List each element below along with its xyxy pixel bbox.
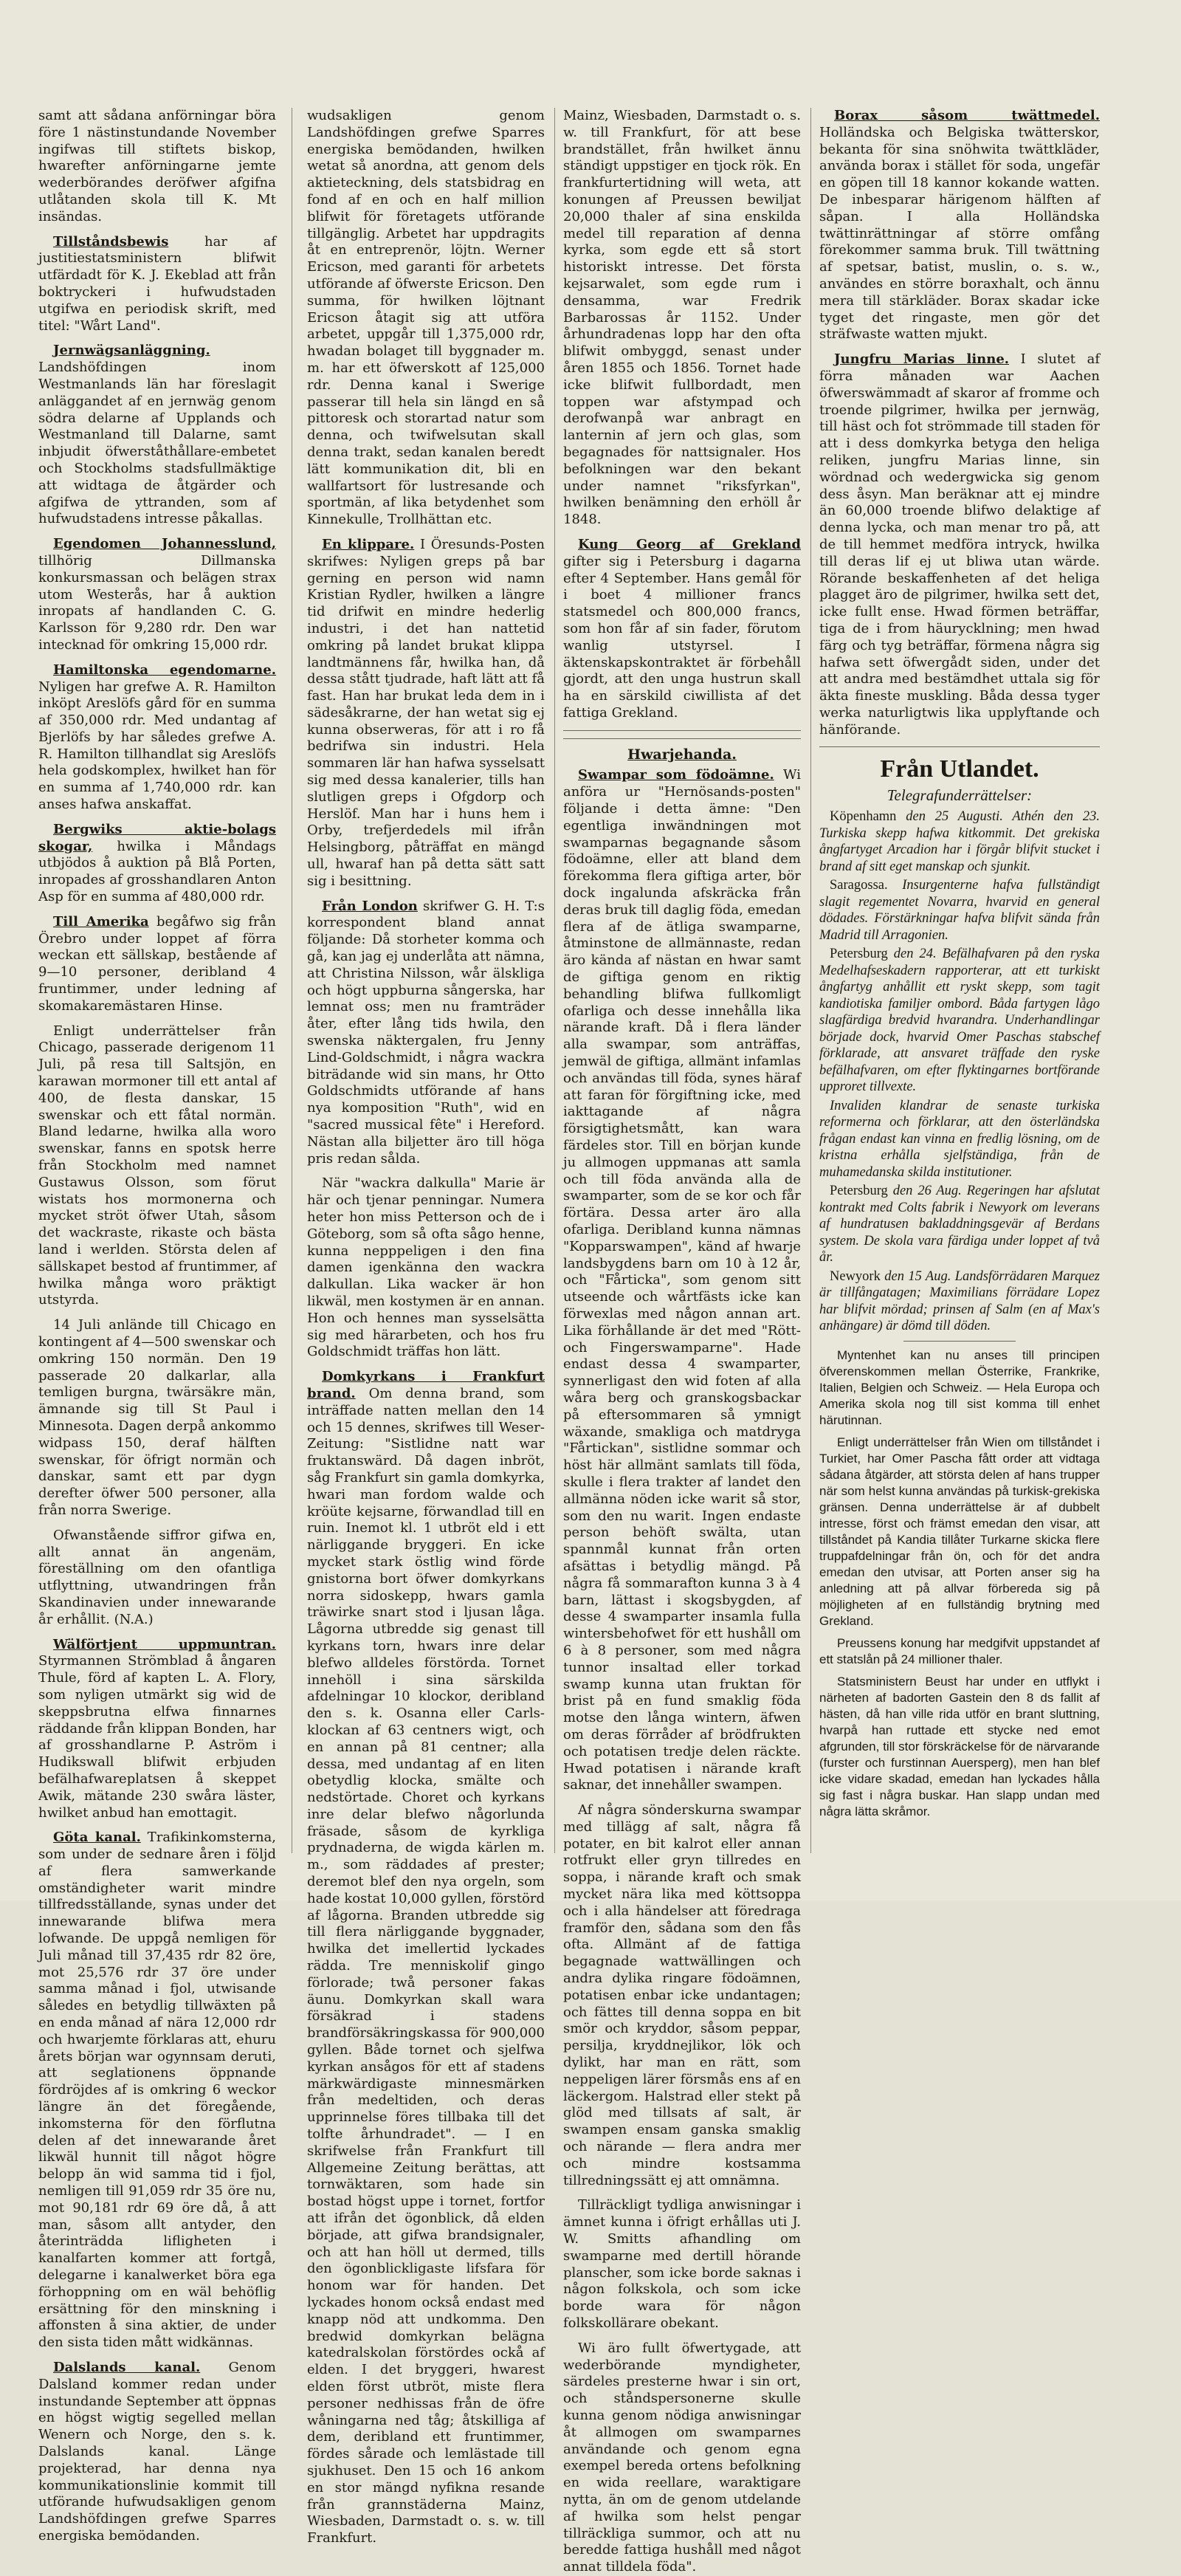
article-paragraph — [38, 234, 276, 335]
column-divider — [810, 108, 811, 1853]
article-paragraph — [563, 537, 801, 722]
telegram-item — [819, 1098, 1100, 1181]
article-text: Holländska och Belgiska twätterskor, bekanta för sina snöhwita twättkläder, använda borax i stället för soda, ungefär en göpen till 18 kannor kokande watten. De inbesparar härigenom hälften af såpan. I alla Holländska twättinrättningar af större omfång förekommer samma bruk. Till twättning af spetsar, batist, muslin, o. s. w., användes en större boraxhalt, och ännu mera till stärkläder. Borax skadar icke tyget det ringaste, men gör det sträfwaste watten mjukt. — [819, 124, 1100, 343]
article-paragraph — [38, 343, 276, 528]
section-divider — [563, 730, 801, 731]
article-paragraph — [38, 108, 276, 226]
article-text: Nyligen har grefwe A. R. Hamilton inköpt Areslöfs gård för en summa af 350,000 rdr. Med undantag af Bjerlöfs by har således grefwe A. R. Hamilton tillhandlat sig Areslöfs hela godskomplex, hwilket han för en summa af 1,740,000 rdr. kan anses hafwa anskaffat. — [38, 679, 276, 813]
article-headline: Göta kanal. — [53, 1830, 141, 1846]
telegram-item — [819, 1268, 1100, 1335]
section-divider — [563, 738, 801, 739]
article-text: Trafikinkomsterna, som under de sednare åren i följd af flera samwerkande omständigheter warit mindre tillfredsställande, synas under det innewarande blifwa mera lofwande. De uppgå nemligen för Juli månad till 37,435 rdr 82 öre, mot 25,576 rdr 37 öre under samma månad i fjol, utwisande således en betydlig tillwäxten på en enda månad af nära 12,000 rdr och hwarjemte förklaras att, ehuru årets början war ogynnsam deruti, att seglationens öppnande fördröjdes af is omkring 6 weckor längre än det föregående, inkomsterna för den förflutna delen af det innewarande året likwäl hunnit till något högre belopp än wid samma tid i fjol, nemligen till 91,059 rdr 35 öre nu, mot 90,181 rdr 69 öre då, å att man, såsom allt antyder, den återinträdda lifligheten i kanalfarten kommer att fortgå, delegarne i kanalwerket böra ega förhoppning om en wäl behöflig ersättning för den minskning i affonsten å sina aktier, de under den sista tiden mått widkännas. — [38, 1830, 276, 2351]
telegram-place: Petersburg — [830, 1184, 888, 1199]
article-text: Af några sönderskurna swampar med tillägg af salt, några få potater, en bit kalrot eller annan rotfrukt eller gryn tillredes en soppa, i närande kraft och smak mycket nära lika med köttsoppa och i alla händelser att föredraga framför den, sådana som den fås ofta. Allmänt af de fattiga begagnade wattwällingen och andra dylika ringare födoämnen, potatisen enbar icke undantagen; och fättes till denna soppa en bit smör och kryddor, såsom peppar, persilja, kryddnejlikor, lök och dylikt, har man en rätt, som neppeligen lärer försmås ens af en läckergom. Halstrad eller stekt på glöd med tillsats af salt, är swampen ensam ganska smaklig och närande — flera andra mer och mindre kostsamma tillredningssätt ej att omnämna. — [563, 1802, 801, 2188]
telegram-item — [819, 946, 1100, 1096]
article-paragraph — [38, 1023, 276, 1310]
article-paragraph — [38, 822, 276, 906]
article-paragraph — [307, 1175, 545, 1361]
foreign-article-paragraph: Myntenhet kan nu anses till principen öfverenskommen mellan Österrike, Frankrike, Italien, Belgien och Schweiz. — Hela Europa och Amerika skola nog till sist komma till enhet härutinnan. — [819, 1347, 1100, 1427]
telegram-text: den 15 Aug. Landsförrädaren Marquez är tillfångatagen; Maximilians förrädare Lopez har blifvit mördad; prinsen af Salm (en af Max's anhängare) är dömd till döden. — [819, 1268, 1101, 1334]
article-text: 14 Juli anlände till Chicago en kontingent af 4—500 swenskar och omkring 150 normän. Den 19 passerade 20 dalkarlar, alla temligen burgna, twärsäkre män, ämnande sig till St Paul i Minnesota. Dagen derpå ankommo widpass 150, deraf hälften swenskar, för öfrigt normän och danskar, samt ett par dygn derefter öfwer 500 personer, alla från norra Swerige. — [38, 1317, 276, 1518]
telegram-item — [819, 877, 1100, 944]
article-text: Om denna brand, som inträffade natten mellan den 14 och 15 dennes, skrifwes till Weser-Zeitung: "Sistlidne natt war fruktanswärd. Då dagen inbröt, såg Frankfurt sin gamla domkyrka, hwari man fordom walde och kröüte kejsarne, förwandlad till en ruin. Inemot kl. 1 utbröt eld i ett närliggande bryggeri. En icke mycket stark östlig wind förde gnistorna bort öfwer domkyrkans norra sidoskepp, hwars gamla träwirke snart stod i ljusan låga. Lågorna utbredde sig genast till kyrkans torn, hwars inre delar blefwo alldeles förstörda. Tornet innehöll i sina särskilda afdelningar 10 klockor, deribland den s. k. Osanna eller Carls-klockan af 63 centners wigt, och en annan på 81 centner; alla dessa, med undantag af en liten obetydlig klocka, smälte och nedstörtade. Choret och kyrkans inre delar blefwo någorlunda fräsade, såsom de kyrkliga prydnaderna, de wigda kärlen m. m., som räddades af prester; deremot blef den nya orgeln, som hade kostat 10,000 gyllen, förstörd af lågorna. Branden utbredde sig till flera närliggande byggnader, hwilka det imellertid lyckades rädda. Tre menniskolif gingo förlorade; twå personer fakas äunu. Domkyrkan skall wara försäkrad i stadens brandförsäkringskassa för 900,000 gyllen. Både tornet och sjelfwa kyrkan ansågos för ett af stadens märkwärdigaste minnesmärken från medeltiden, och deras upprinnelse föres tillbaka till det tolfte århundradet". — I en skrifwelse från Frankfurt till Allgemeine Zeitung berättas, att tornwäktaren, som hade sin bostad högst uppe i tornet, fortfor att ifrån det ögonblick, då elden började, att gifwa brandsignaler, och att han höll ut dermed, tills den ögonblickligaste lifsfara för honom war för handen. Det lyckades honom också endast med knapp nöd att undkomma. Den bredwid domkyrkan belägna katedralskolan förstördes ockå af elden. I det bryggeri, hwarest elden först utbröt, miste flera personer nedhissas från de öfre wåningarna ned tåg; åtskilliga af dem, deribland ett fruntimmer, fördes sårade och lemlästade till sjukhuset. Den 15 och 16 ankom en stor mängd nyfikna resande från grannstäderna Mainz, Wiesbaden, Darmstadt o. s. w. till Frankfurt. — [307, 1385, 545, 2546]
article-text: skrifwer G. H. T:s korrespondent bland annat följande: Då storheter komma och gå, kan jag ej underlåta att nämna, att Christina Nilsson, wår älskliga och högt uppburna sångerska, har lemnat oss; men nu framträder åter, efter lång tids hwila, den swenska näktergalen, fru Jenny Lind-Goldschmidt, i några wackra biträdande wid sin mans, hr Otto Goldschmidts utförande af hans nya komposition "Ruth", wid en "sacred mussical fête" i Hereford. Nästan alla biljetter äro till höga pris redan sålda. — [307, 898, 545, 1167]
article-paragraph — [563, 2197, 801, 2332]
article-headline: Borax såsom twättmedel. — [834, 108, 1100, 123]
article-text: I slutet af förra månaden war Aachen öfwerswämmadt af skaror af fromme och troende pilgrimer, hwilka per jernwäg, till häst och fot strömmade till staden för att i dess domkyrka betyga den heliga reliken, jungfru Marias linne, sin wördnad och wedergwicka sig genom dess åsyn. Man beräknar att ej mindre än 60,000 troende blifwo delaktige af denna lycka, och man menar tro på, att de till hemmet medföra intryck, hwilka till deras lif ej ut bliwa utan wärde. Rörande beskaffenheten af det heliga plagget äro de pilgrimer, hwilka sett det, icke fullt ense. Hwad förmen beträffar, tiga de i from häurycklning; men hwad färg och tyg beträffar, förmena några sig hafwa sett öfwergådt siden, under det att andra med bestämdhet uttala sig för äkta fineste muskling. Båda dessa tyger werka naturligtwis lika upplyftande och hänförande. — [819, 351, 1100, 738]
column-3 — [563, 108, 801, 2575]
article-paragraph — [563, 108, 801, 529]
article-headline: Jernwägsanläggning. — [53, 343, 210, 359]
article-headline: Hamiltonska egendomarne. — [53, 662, 276, 678]
telegram-text: den 26 Aug. Regeringen har afslutat kontrakt med Colts fabrik i Newyork om leverans af hundratusen bakladdningsgevär af Berdans system. De skola vara färdiga under loppet af två år. — [819, 1184, 1100, 1265]
telegram-place: Köpenhamn — [830, 809, 897, 825]
article-paragraph — [38, 1637, 276, 1822]
column-2 — [307, 108, 545, 2546]
column-4-notices — [819, 108, 1100, 738]
article-text: Genom Dalsland kommer redan under instundande September att öppnas en högst wigtig segelled mellan Wenern och Norge, den s. k. Dalslands kanal. Länge projekterad, har denna nya kommunikationslinie kommit till utförande hufwudsakligen genom Landshöfdingen grefwe Sparres energiska bemödanden. — [38, 2360, 276, 2544]
article-paragraph — [307, 899, 545, 1168]
article-paragraph — [819, 108, 1100, 343]
section-divider — [903, 1341, 1016, 1342]
telegram-item — [819, 1183, 1100, 1266]
telegram-text: Invaliden klandrar de senaste turkiska reformerna och förklarar, att den österländska frågan endast kan vinna en fredlig lösning, om de kristna erhålla sjelfständiga, från de muhamedanska skilda institutioner. — [819, 1098, 1100, 1180]
telegram-list — [819, 808, 1100, 1335]
column-4 — [819, 108, 1100, 1856]
article-paragraph — [307, 537, 545, 890]
article-paragraph — [38, 536, 276, 654]
article-text: Tillräckligt tydliga anwisningar i ämnet kunna i öfrigt erhållas uti J. W. Smitts afhandling om swamparne med dertill hörande planscher, som icke borde saknas i någon folkskola, och som icke borde wara för någon folkskollärare obekant. — [563, 2197, 801, 2331]
article-headline: Dalslands kanal. — [53, 2360, 201, 2375]
article-paragraph — [563, 2340, 801, 2576]
article-headline: Kung Georg af Grekland — [578, 536, 801, 552]
telegram-place: Newyork — [830, 1268, 881, 1284]
foreign-article-paragraph: Enligt underrättelser från Wien om tillståndet i Turkiet, har Omer Pascha fått order att vidtaga sådana åtgärder, att största delen af hans trupper när som helst kunna användas på turkisk-grekiska gränsen. Denna underrättelse är af dubbelt intresse, först och främst emedan den visar, att tillståndet på Kandia tillåter Turkarne skicka flere truppafdelningar från ön, och för det andra emedan den utvisar, att Porten anser sig ha anledning att på allvar förbereda sig på möjligheten af en fullständig brytning med Grekland. — [819, 1435, 1100, 1628]
article-paragraph — [38, 1317, 276, 1519]
article-paragraph — [563, 1802, 801, 2189]
article-text: Enligt underrättelser från Chicago, passerade derigenom 11 Juli, på resa till Saltsjön, en karawan mormoner till ett antal af 400, de flesta danskar, 15 swenskar och ett fåtal normän. Bland ledarne, hwilka alla woro swenskar, fanns en spotsk herre från Stockholm med namnet Gustawus Olsson, som förut wistats hos mormonerna och mycket ströt öfwer Utah, såsom det wackraste, rikaste och bästa land i werlden. Största delen af sällskapet bestod af fruntimmer, af hwilka många woro präktigt utstyrda. — [38, 1023, 276, 1308]
section-divider — [819, 746, 1100, 747]
telegram-place: Petersburg — [830, 947, 888, 962]
article-text: wudsakligen genom Landshöfdingen grefwe Sparres energiska bemödanden, hwilken wetat så anordna, att genom dels aktieteckning, dels statsbidrag en fond af en och en half million blifwit för företagets utförande tillgänglig. Arbetet har uppdragits åt en entreprenör, löjtn. Werner Ericson, med garanti för arbetets utförande af öfwerste Ericson. Den summa, för hwilken löjtnant Ericson åtagit sig att utföra arbetet, uppgår till 1,375,000 rdr, hwadan bolaget till byggnader m. m. har ett öfwerskott af 125,000 rdr. Denna kanal i Swerige passerar till hela sin längd en så pittoresk och storartad natur som denna, och twifwelsutan skall denna trakt, sedan kanalen beredt lätt kommunikation dit, bli en wallfartsort för lustresande och sportmän, af lika betydenhet som Kinnekulle, Trollhättan etc. — [307, 108, 545, 528]
article-paragraph — [307, 1369, 545, 2547]
column-divider — [554, 108, 555, 1853]
article-headline: En klippare. — [322, 536, 415, 552]
article-paragraph — [819, 351, 1100, 738]
article-text: samt att sådana anförningar böra före 1 nästinstundande November ingifwas till stiftets biskop, hwarefter anförningarne jemte wederbörandes deröfwer afgifna utlåtanden skola till K. Mt insändas. — [38, 108, 276, 224]
article-headline: Wälförtjent uppmuntran. — [53, 1636, 276, 1652]
foreign-article-paragraph: Statsministern Beust har under en utflykt i närheten af badorten Gastein den 8 ds fallit af hästen, då han ville rida utför en brant sluttning, hvarpå han ruttade ett stycke ned emot afgrunden, till stor förskräckelse för de närvarande (furster och furstinnan Auersperg), men han blef icke vidare skadad, emedan han lyckades hålla sig fast i några buskar. Han slapp undan med några lätta skråmor. — [819, 1674, 1100, 1818]
foreign-news-title: Från Utlandet. — [880, 755, 1039, 783]
article-text: Wi anföra ur "Hernösands-posten" följande i detta ämne: "Den egentliga inwändningen mot swamparnas begagnande såsom födoämne, eller att bland dem förekomma flera giftiga arter, bör dock ingalunda afskräcka från deras bruk till daglig föda, emedan flera af de ätliga swamparne, åtminstone de allmännaste, redan äro kända af nästan en hwar samt de giftiga genom en riktig behandling blifwa fullkomligt ofarliga och desse innehålla lika närande kraft. Då i flera länder alla swampar, som anträffas, jemwäl de giftiga, allmänt infamlas och användas till föda, synes häraf att faran för förgiftning icke, med iakttagande af några försigtighetsmått, kan wara färdeles stor. Till en början kunde ju allmogen uppmanas att samla och till föda använda alla de swamparter, som de se kor och får förtära. Dessa arter äro alla ofarliga. Deribland kunna nämnas "Kopparswampen", känd af hwarje landsbygdens barn om 10 à 12 år, och "Fårticka", som genom sitt utseende och wårtfästs icke kan förwexlas med någon annan art. Lika förhållande är det med "Rött- och Fingerswamparne". Hade endast dessa 4 swamparter, synnerligast den wid foten af alla wåra berg och granskogsbackar på eftersommaren så ymnigt wäxande, smakliga och matdryga "Fårtickan", sistlidne sommar och höst här allmänt samlats till föda, skulle i flera trakter af landet den allmänna nöden icke warit så stor, som den nu warit. Ingen endaste person behöft swälta, utan spannmål kunnat från orten afsättas i betydlig mängd. På några få sommarafton kunna 3 à 4 barn, lättast i skogsbygden, af desse 4 swamparter insamla fulla wintersbehofwet för ett hushåll om 6 à 8 personer, som med några tunnor insaltad eller torkad swamp kunna utan fruktan för brist på en fund smaklig föda motse den långa wintern, äfwen om deras förråder af brödfrukten och potatisen tredje delen räckte. Hwad potatisen i närande kraft saknar, det innehåller swampen. — [563, 767, 801, 1793]
article-text: gifter sig i Petersburg i dagarna efter 4 September. Hans gemål för i boet 4 millioner francs statsmedel och 800,000 francs, som hon får af sin fader, förutom wanlig utstyrsel. I äktenskapskontraktet är förbehåll gjordt, att den unga hustrun skall ha en särskild ciwillista af det fattiga Grekland. — [563, 553, 801, 721]
article-paragraph — [38, 914, 276, 1015]
telegram-subtitle: Telegrafunderrättelser: — [886, 786, 1033, 805]
article-headline: Till Amerika — [53, 913, 149, 930]
article-paragraph — [38, 2360, 276, 2545]
article-headline: Egendomen Johannesslund, — [53, 536, 276, 552]
foreign-articles — [819, 1347, 1100, 1820]
article-paragraph — [38, 662, 276, 814]
telegram-text: Insurgenterne hafva fullständigt slagit regementet Novarra, hvarvid en general dödades. Förstärkningar hafva blifvit sända från Madrid till Arragonien. — [819, 878, 1100, 943]
article-text: Mainz, Wiesbaden, Darmstadt o. s. w. till Frankfurt, för att bese brandstället, från hwilket ännu ständigt uppstiger en tjock rök. En frankfurtertidning will weta, att konungen af Preussen bewiljat 20,000 thaler af sina enskilda medel till reparation af denna kyrka, som egde ett så stort historiskt intresse. Det första kejsarwalet, som egde rum i densamma, war Fredrik Barbarossas år 1152. Under århundradenas lopp har den ofta blifwit ombyggd, senast under åren 1855 och 1856. Tornet hade icke blifwit fullbordadt, men toppen war afstympad och derofwanpå war anbragt en lanternin af jern och glas, som begagnades för nattsignaler. Hos befolkningen war den bekant under namnet "riksfyrkan", hwilken benämning den erhöll år 1848. — [563, 108, 801, 528]
article-headline: Från London — [322, 898, 418, 914]
article-text: Landshöfdingen inom Westmanlands län har föreslagit anläggandet af en jernwäg genom södra delarne af Upplands och Westmanland till Dalarne, samt inbjudit öfwerståthållare-embetet och Stockholms stadsfullmäktige att widtaga de åtgärder och afgifwa de yttranden, som af hufwudstadens intresse påkallas. — [38, 360, 276, 527]
article-text: har af justitiestatsministern blifwit utfärdadt för K. J. Ekeblad att från boktryckeri i hufwudstaden utgifwa en periodisk skrift, med titel: "Wårt Land". — [38, 233, 276, 334]
article-text: Styrmannen Strömblad å ångaren Thule, förd af kapten L. A. Flory, som nyligen utmärkt sig wid de skeppsbrutna elfwa finnarnes räddande från klippan Bonden, har af grosshandlarne P. Aström i Hudikswall blifwit erbjuden befälhafwareplatsen å skeppet Awik, mätande 230 swåra läster, hwilket anbud han emottagit. — [38, 1653, 276, 1821]
article-text: Wi äro fullt öfwertygade, att wederbörande myndigheter, särdeles presterne hwar i sin ort, och ståndspersonerne skulle kunna genom nödiga anwisningar åt allmogen om swamparnes användande och genom egna exempel bereda ortens befolkning en wida reellare, waraktigare nytta, än om de genom utdelande af hwilka som helst pengar tillräckliga summor, och att nu beredde fattiga hushåll med något annat tilldela föda". — [563, 2340, 801, 2575]
article-text: begåfwo sig från Örebro under loppet af förra weckan ett sällskap, bestående af 9—10 personer, deribland 4 fruntimmer, under ledning af skomakaremästaren Hinse. — [38, 913, 276, 1014]
article-paragraph — [38, 1528, 276, 1629]
article-headline: Bergwiks aktie-bolags skogar, — [38, 821, 276, 854]
article-headline: Swampar som födoämne. — [578, 767, 774, 783]
telegram-item — [819, 808, 1100, 875]
telegram-place: Saragossa. — [830, 878, 888, 893]
column-1 — [38, 108, 276, 2544]
telegram-text: den 24. Befälhafvaren på den ryska Medelhafseskadern rapporterar, att ett turkiskt ångfartyg anhållit ett ryskt skepp, som tagit kandiotiska familjer ombord. Båda fartygen lågo slagfärdiga bredvid hvarandra. Underhandlingar började dock, hvarvid Omer Paschas stabschef förklarade, att ansvaret träffade den ryske befälhafvaren, om efter flyktingarnes bortförande upproret tillvexte. — [819, 947, 1100, 1095]
article-text: tillhörig Dillmanska konkursmassan och belägen strax utom Westerås, har å auktion inropats af handlanden C. G. Karlsson för 9,280 rdr. Den war intecknad för omkring 15,000 rdr. — [38, 552, 276, 653]
article-headline: Jungfru Marias linne. — [834, 351, 1010, 368]
foreign-article-paragraph: Preussens konung har medgifvit uppstandet af ett statslån på 24 millioner thaler. — [819, 1635, 1100, 1666]
article-text: I Öresunds-Posten skrifwes: Nyligen greps på bar gerning en person wid namn Kristian Rydler, hwilken a längre tid drifwit en mindre hederlig industri, i det han nattetid omkring på landet brukat klippa landtmännens får, hwilka han, då dessa stått tjudrade, haft lätt att få fast. Han har brukat leda dem in i sädesåkrarne, der han wetat sig ej kunna obserweras, för att i ro få bedrifwa sin industri. Hela sommaren lär han hafwa sysselsatt sig med dessa kanalerier, tills han slutligen greps i Ofgdorp och Herslöf. Man har i huns hem i Orby, trefjerdedels mil ifrån Helsingborg, påträffat en mängd ull, hwaraf han på detta sätt satt sig i besittning. — [307, 536, 545, 889]
article-paragraph — [38, 1830, 276, 2352]
section-heading-hwarjehanda: Hwarjehanda. — [627, 746, 737, 763]
article-headline: Tillståndsbewis — [53, 233, 169, 250]
telegram-text: den 25 Augusti. Athén den 23. Turkiska skepp hafwa kitkommit. Det grekiska ångfartyget Arcadion har i förgår blifvit stucket i brand af sitt eget manskap och sjunkit. — [819, 809, 1100, 874]
article-text: hwilka i Måndags utbjödos å auktion på Blå Porten, inropades af grosshandlaren Anton Asp för en summa af 480,000 rdr. — [38, 838, 276, 905]
article-paragraph — [307, 108, 545, 529]
article-text: Ofwanstående siffror gifwa en, allt annat än angenäm, föreställning om den ofantliga utflyttning, utwandringen från Skandinavien under innewarande år erhållit. (N.A.) — [38, 1527, 276, 1627]
article-text: När "wackra dalkulla" Marie är här och tjenar penningar. Numera heter hon miss Petterson och de i Göteborg, som så ofta sågo henne, kunna nepppeligen i den fina damen igenkänna den wackra dalkullan. Lika wacker är hon likwäl, men kostymen är en annan. Hon och hennes man sysselsätta sig med härarbeten, och hos fru Goldschmidt träffas hon lätt. — [307, 1175, 545, 1360]
article-headline: Domkyrkans i Frankfurt brand. — [307, 1369, 545, 1401]
article-paragraph — [563, 767, 801, 1794]
